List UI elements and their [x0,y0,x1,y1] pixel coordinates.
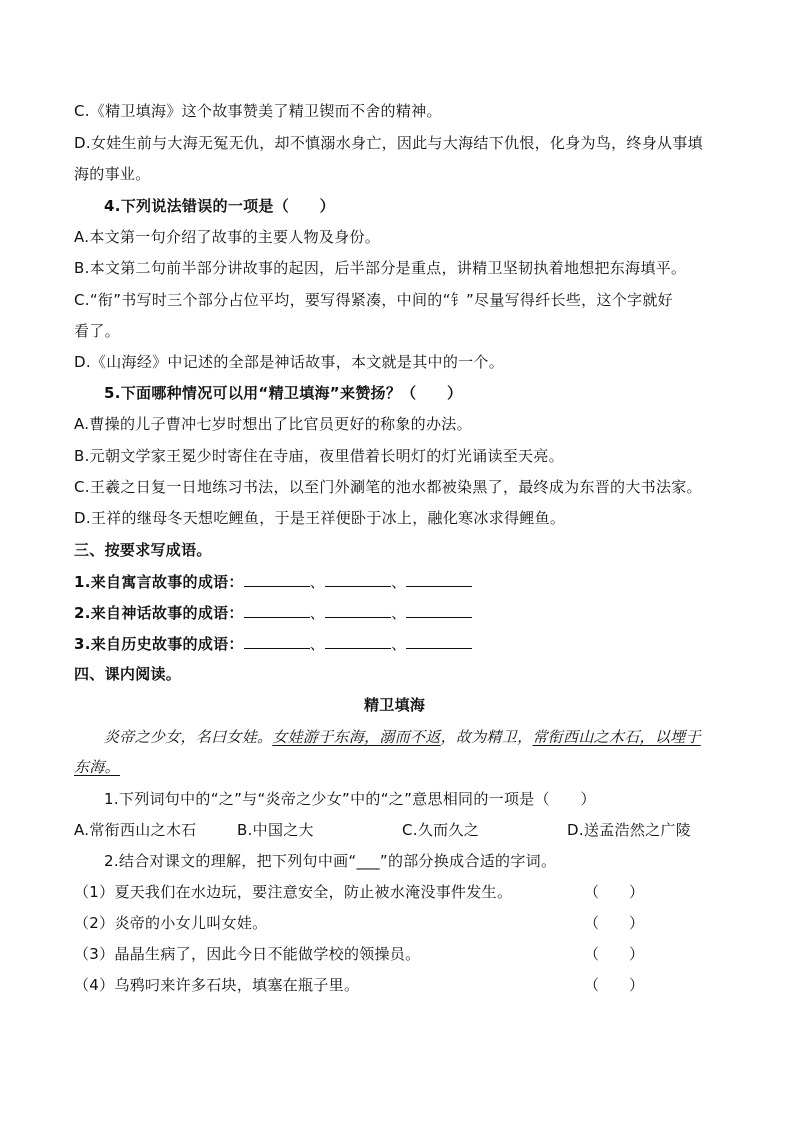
answer-parentheses[interactable]: （ ） [584,976,645,994]
q4-option-a: A.本文第一句介绍了故事的主要人物及身份。 [74,228,381,246]
q4-option-c-line2: 看了。 [74,322,120,340]
answer-blank[interactable] [406,633,472,649]
idiom-row-fable [74,571,472,592]
reading-q1-option-d: D.送孟浩然之广陵 [567,821,692,839]
reading-q2-item-2: （2）炎帝的小女儿叫女娃。 [74,914,268,932]
reading-q2-stem: 2.结合对课文的理解，把下列句中画“___”的部分换成合适的字词。 [104,852,557,870]
reading-q1-stem [104,789,596,809]
idiom-row-label: 3.来自历史故事的成语： [74,635,244,653]
q5-stem: 5.下面哪种情况可以用“精卫填海”来赞扬？（ ） [104,384,463,402]
passage-segment: 炎帝之少女，名曰女娃。 [104,728,273,746]
answer-blank[interactable] [325,602,391,618]
separator: 、 [309,573,326,591]
answer-blank[interactable] [244,571,310,587]
passage-title: 精卫填海 [364,696,426,714]
reading-q2-item-1: （1）夏天我们在水边玩，要注意安全，防止被水淹没事件发生。 [74,883,513,901]
q4-option-c-line1: C.“衔”书写时三个部分占位平均，要写得紧凑，中间的“钅”尽量写得纤长些，这个字就好 [74,291,673,309]
answer-parentheses[interactable]: （ ） [584,883,645,901]
q3-option-c: C.《精卫填海》这个故事赞美了精卫锲而不舍的精神。 [74,102,442,120]
q3-option-d-line2: 海的事业。 [74,165,151,183]
passage-underlined-segment: 东海。 [74,758,120,776]
q5-option-a: A.曹操的儿子曹冲七岁时想出了比官员更好的称象的办法。 [74,415,472,433]
idiom-row-label: 2.来自神话故事的成语： [74,604,244,622]
idiom-row-label: 1.来自寓言故事的成语： [74,573,244,591]
separator: 、 [391,573,407,591]
answer-blank[interactable] [244,602,310,618]
idiom-row-myth [74,602,472,623]
passage-underlined-segment: 女娃游于东海，溺而不返 [272,728,441,746]
answer-parentheses[interactable]: （ ） [584,945,645,963]
reading-q1-option-a: A.常衔西山之木石 [74,821,197,839]
reading-q2-item-3: （3）晶晶生病了，因此今日不能做学校的领操员。 [74,945,421,963]
q4-option-b: B.本文第二句前半部分讲故事的起因，后半部分是重点，讲精卫坚韧执着地想把东海填平。 [74,259,687,277]
answer-blank[interactable] [244,633,310,649]
q5-option-d: D.王祥的继母冬天想吃鲤鱼，于是王祥便卧于冰上，融化寒冰求得鲤鱼。 [74,509,566,527]
q5-option-c: C.王羲之日复一日地练习书法，以至门外涮笔的池水都被染黑了，最终成为东晋的大书法家。 [74,478,702,496]
answer-parentheses[interactable]: （ ） [584,914,645,932]
section3-heading: 三、按要求写成语。 [74,541,212,559]
reading-q1-option-c: C.久而久之 [402,821,480,839]
passage-underlined-segment: 常衔西山之木石，以堙于 [532,728,701,746]
passage-segment: ，故为精卫， [440,728,533,746]
answer-blank[interactable] [406,571,472,587]
separator: 、 [391,635,407,653]
separator: 、 [391,604,407,622]
q5-option-b: B.元朝文学家王冕少时寄住在寺庙，夜里借着长明灯的灯光诵读至天亮。 [74,447,564,465]
q4-stem: 4.下列说法错误的一项是（ ） [104,197,335,215]
passage-line2 [74,757,120,777]
section4-heading: 四、课内阅读。 [74,665,182,683]
idiom-row-history [74,633,472,654]
answer-blank[interactable] [406,602,472,618]
reading-q1-option-b: B.中国之大 [237,821,314,839]
q3-option-d-line1: D.女娃生前与大海无冤无仇，却不慎溺水身亡，因此与大海结下仇恨，化身为鸟，终身从事填 [74,134,703,152]
answer-blank[interactable] [325,571,391,587]
separator: 、 [309,604,326,622]
answer-blank[interactable] [325,633,391,649]
separator: 、 [309,635,326,653]
q4-option-d: D.《山海经》中记述的全部是神话故事，本文就是其中的一个。 [74,353,505,371]
passage-line1 [104,727,701,747]
reading-q2-item-4: （4）乌鸦叼来许多石块，填塞在瓶子里。 [74,976,360,994]
reading-q1-stem-text: 1.下列词句中的“之”与“炎帝之少女”中的“之”意思相同的一项是（ ） [104,790,596,808]
